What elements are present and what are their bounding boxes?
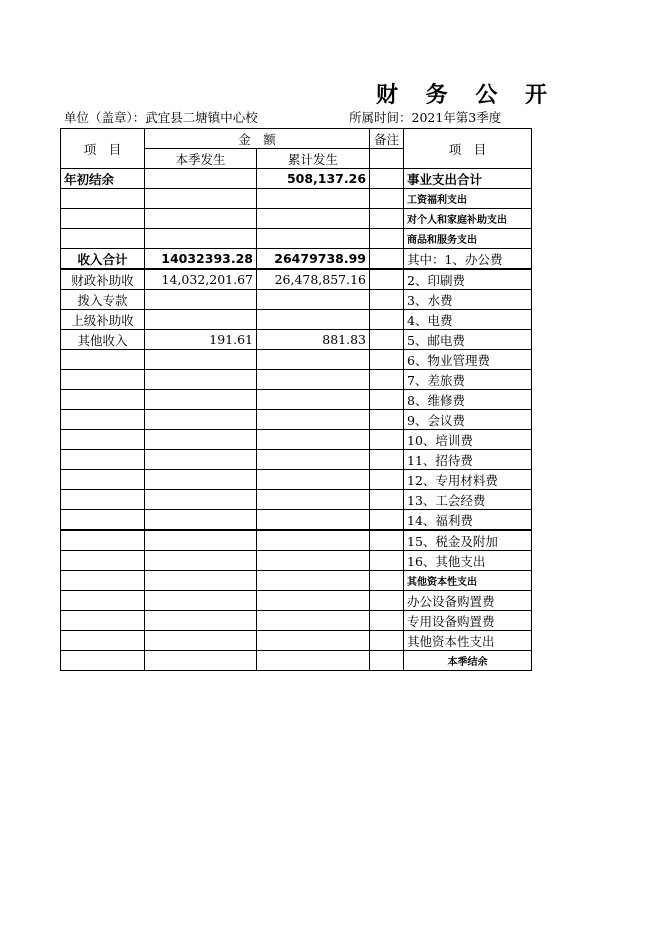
table-row	[61, 189, 532, 209]
row-label	[61, 611, 145, 631]
expense-item: 7、差旅费	[404, 370, 532, 390]
current-amount	[145, 611, 257, 631]
cumulative-amount: 26479738.99	[257, 249, 370, 270]
remark-cell	[370, 410, 404, 430]
unit-label: 单位（盖章）：武宜县二塘镇中心校	[64, 110, 258, 125]
row-label	[61, 410, 145, 430]
remark-cell	[370, 450, 404, 470]
remark-cell	[370, 571, 404, 591]
document-title: 财 务 公 开	[376, 83, 557, 108]
cumulative-amount	[257, 490, 370, 510]
remark-cell	[370, 430, 404, 450]
current-amount	[145, 530, 257, 551]
remark-cell	[370, 229, 404, 249]
row-label	[61, 350, 145, 370]
row-label	[61, 470, 145, 490]
cumulative-amount	[257, 430, 370, 450]
expense-item: 16、其他支出	[404, 551, 532, 571]
row-label	[61, 651, 145, 671]
expense-item: 本季结余	[404, 651, 532, 671]
cumulative-amount: 508,137.26	[257, 169, 370, 189]
row-label	[61, 370, 145, 390]
remark-cell	[370, 330, 404, 350]
current-amount	[145, 370, 257, 390]
table-row	[61, 330, 532, 350]
row-label	[61, 229, 145, 249]
row-label	[61, 390, 145, 410]
current-amount	[145, 631, 257, 651]
header-amount: 金 额	[145, 129, 370, 149]
cumulative-amount	[257, 651, 370, 671]
header-current: 本季发生	[145, 149, 257, 169]
row-label	[61, 571, 145, 591]
row-label: 上级补助收	[61, 310, 145, 330]
row-label	[61, 551, 145, 571]
header-remark-blank	[370, 149, 404, 169]
current-amount	[145, 350, 257, 370]
table-row	[61, 571, 532, 591]
current-amount	[145, 571, 257, 591]
expense-item: 3、水费	[404, 290, 532, 310]
table-row	[61, 631, 532, 651]
table-row	[61, 209, 532, 229]
remark-cell	[370, 631, 404, 651]
row-label: 其他收入	[61, 330, 145, 350]
row-label	[61, 591, 145, 611]
cumulative-amount	[257, 189, 370, 209]
remark-cell	[370, 269, 404, 290]
current-amount	[145, 290, 257, 310]
cumulative-amount	[257, 370, 370, 390]
expense-item: 9、会议费	[404, 410, 532, 430]
table-row	[61, 510, 532, 531]
header-remark: 备注	[370, 129, 404, 149]
cumulative-amount	[257, 410, 370, 430]
remark-cell	[370, 189, 404, 209]
expense-item: 办公设备购置费	[404, 591, 532, 611]
current-amount	[145, 169, 257, 189]
current-amount	[145, 310, 257, 330]
cumulative-amount	[257, 229, 370, 249]
cumulative-amount	[257, 530, 370, 551]
current-amount	[145, 450, 257, 470]
finance-table	[60, 128, 532, 671]
table-row	[61, 249, 532, 270]
remark-cell	[370, 551, 404, 571]
remark-cell	[370, 310, 404, 330]
table-row	[61, 530, 532, 551]
table-row	[61, 229, 532, 249]
expense-item: 事业支出合计	[404, 169, 532, 189]
table-row	[61, 470, 532, 490]
cumulative-amount	[257, 350, 370, 370]
row-label	[61, 450, 145, 470]
table-row	[61, 310, 532, 330]
remark-cell	[370, 510, 404, 531]
expense-item: 其中：1、办公费	[404, 249, 532, 270]
remark-cell	[370, 350, 404, 370]
remark-cell	[370, 290, 404, 310]
cumulative-amount	[257, 310, 370, 330]
table-row	[61, 269, 532, 290]
row-label: 收入合计	[61, 249, 145, 270]
remark-cell	[370, 370, 404, 390]
table-row	[61, 350, 532, 370]
table-row	[61, 551, 532, 571]
remark-cell	[370, 390, 404, 410]
current-amount	[145, 410, 257, 430]
expense-item: 10、培训费	[404, 430, 532, 450]
table-row	[61, 611, 532, 631]
cumulative-amount	[257, 611, 370, 631]
current-amount: 191.61	[145, 330, 257, 350]
cumulative-amount	[257, 209, 370, 229]
cumulative-amount	[257, 510, 370, 531]
cumulative-amount	[257, 551, 370, 571]
expense-item: 对个人和家庭补助支出	[404, 209, 532, 229]
remark-cell	[370, 611, 404, 631]
expense-item: 8、维修费	[404, 390, 532, 410]
expense-item: 12、专用材料费	[404, 470, 532, 490]
current-amount: 14032393.28	[145, 249, 257, 270]
row-label	[61, 631, 145, 651]
cumulative-amount	[257, 631, 370, 651]
cumulative-amount	[257, 390, 370, 410]
table-row	[61, 430, 532, 450]
current-amount	[145, 651, 257, 671]
table-row	[61, 169, 532, 189]
cumulative-amount	[257, 450, 370, 470]
table-row	[61, 290, 532, 310]
remark-cell	[370, 470, 404, 490]
current-amount	[145, 189, 257, 209]
row-label: 年初结余	[61, 169, 145, 189]
table-row	[61, 490, 532, 510]
table-row	[61, 651, 532, 671]
row-label	[61, 189, 145, 209]
remark-cell	[370, 169, 404, 189]
remark-cell	[370, 209, 404, 229]
row-label	[61, 209, 145, 229]
remark-cell	[370, 249, 404, 270]
expense-item: 5、邮电费	[404, 330, 532, 350]
row-label: 拨入专款	[61, 290, 145, 310]
current-amount: 14,032,201.67	[145, 269, 257, 290]
row-label: 财政补助收	[61, 269, 145, 290]
expense-item: 14、福利费	[404, 510, 532, 531]
table-row	[61, 591, 532, 611]
expense-item: 2、印刷费	[404, 269, 532, 290]
cumulative-amount	[257, 470, 370, 490]
header-cumulative: 累计发生	[257, 149, 370, 169]
row-label	[61, 430, 145, 450]
current-amount	[145, 510, 257, 531]
row-label	[61, 530, 145, 551]
cumulative-amount	[257, 591, 370, 611]
expense-item: 6、物业管理费	[404, 350, 532, 370]
table-row	[61, 370, 532, 390]
current-amount	[145, 551, 257, 571]
period-label: 所属时间：2021年第3季度	[349, 110, 502, 125]
expense-item: 11、招待费	[404, 450, 532, 470]
remark-cell	[370, 591, 404, 611]
header-right-item: 项 目	[404, 129, 532, 169]
row-label	[61, 510, 145, 531]
table-row	[61, 410, 532, 430]
row-label	[61, 490, 145, 510]
header-item: 项 目	[61, 129, 145, 169]
current-amount	[145, 229, 257, 249]
remark-cell	[370, 490, 404, 510]
current-amount	[145, 430, 257, 450]
current-amount	[145, 591, 257, 611]
table-row	[61, 390, 532, 410]
cumulative-amount: 881.83	[257, 330, 370, 350]
current-amount	[145, 470, 257, 490]
expense-item: 专用设备购置费	[404, 611, 532, 631]
expense-item: 其他资本性支出	[404, 631, 532, 651]
table-row	[61, 450, 532, 470]
current-amount	[145, 390, 257, 410]
remark-cell	[370, 530, 404, 551]
expense-item: 15、税金及附加	[404, 530, 532, 551]
expense-item: 商品和服务支出	[404, 229, 532, 249]
cumulative-amount	[257, 290, 370, 310]
cumulative-amount	[257, 571, 370, 591]
expense-item: 其他资本性支出	[404, 571, 532, 591]
header-row-1	[61, 129, 532, 149]
remark-cell	[370, 651, 404, 671]
expense-item: 4、电费	[404, 310, 532, 330]
current-amount	[145, 209, 257, 229]
expense-item: 工资福利支出	[404, 189, 532, 209]
current-amount	[145, 490, 257, 510]
cumulative-amount: 26,478,857.16	[257, 269, 370, 290]
expense-item: 13、工会经费	[404, 490, 532, 510]
